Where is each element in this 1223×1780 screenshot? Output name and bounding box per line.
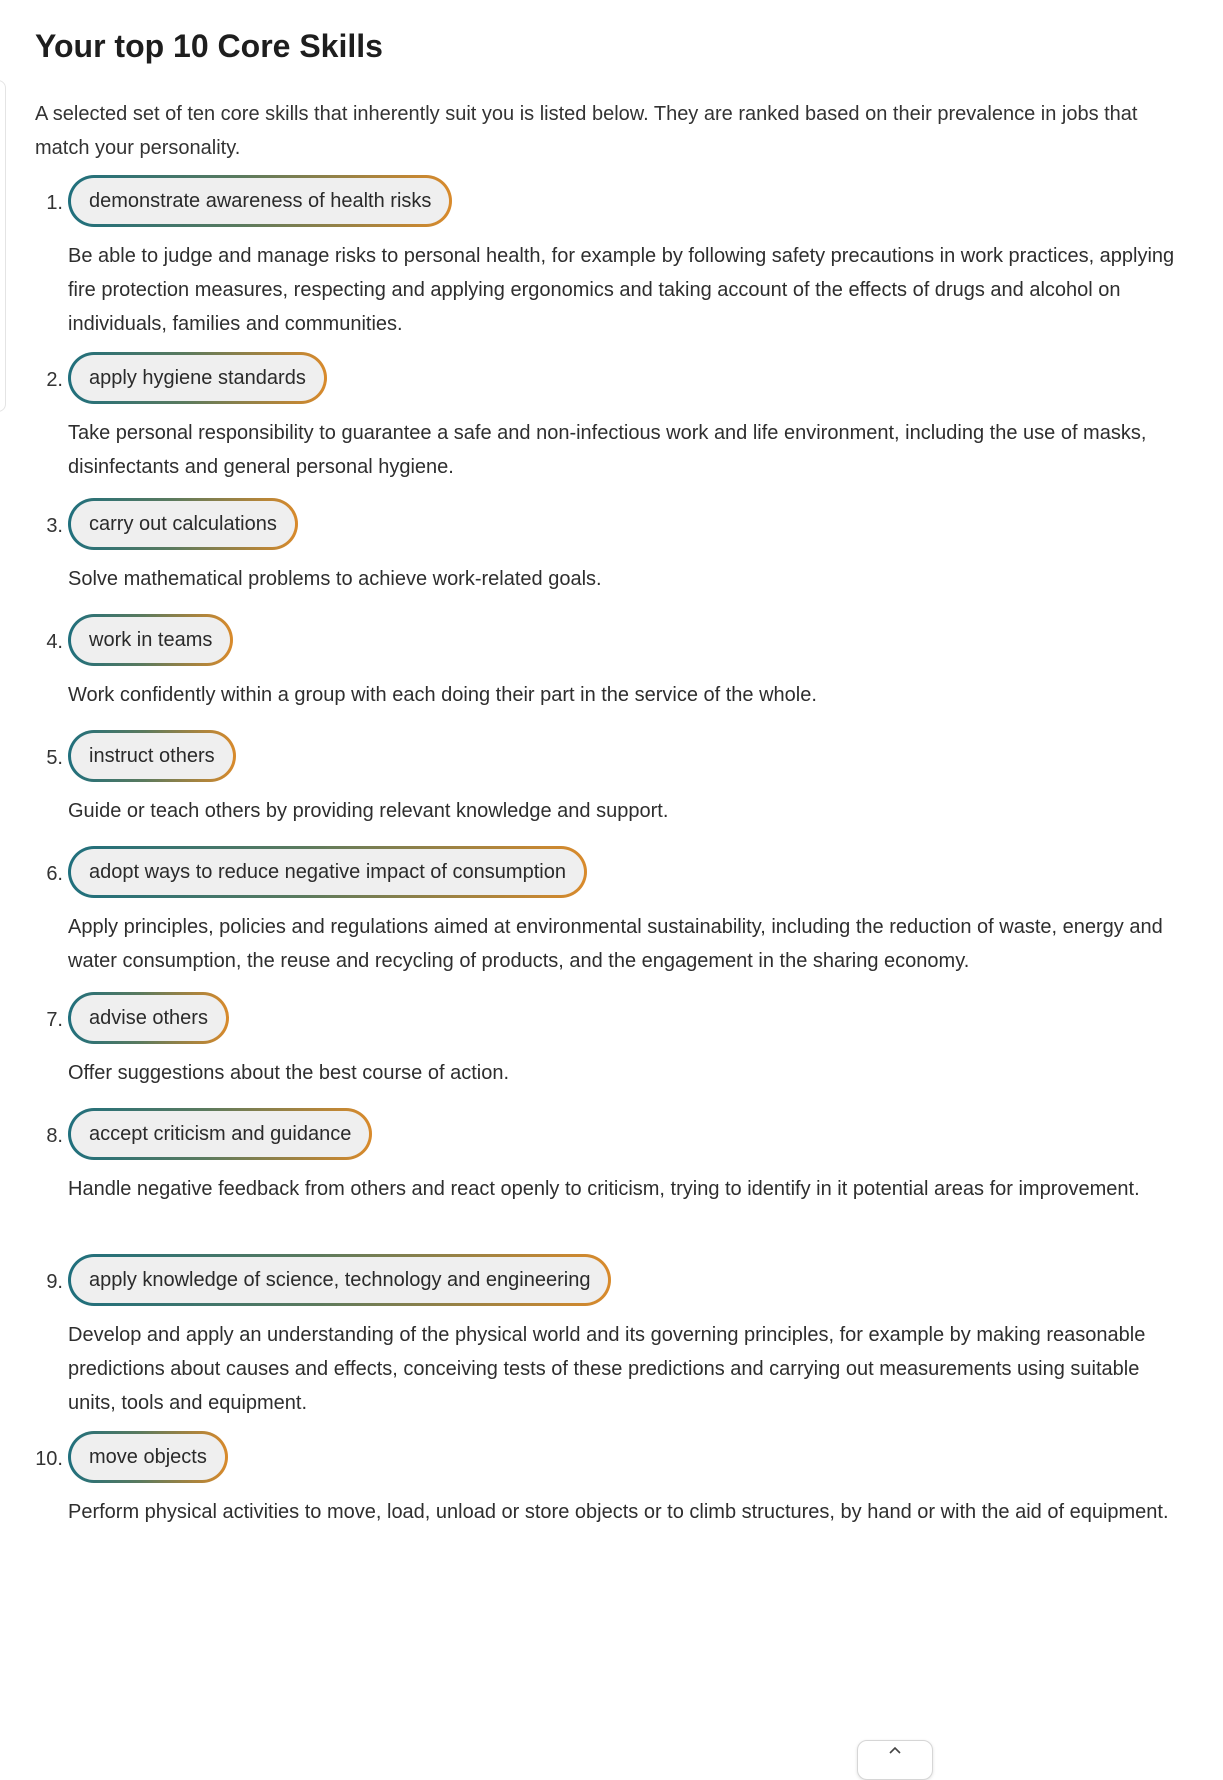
- skill-rank: 3.: [46, 515, 63, 537]
- skill-description: Offer suggestions about the best course of action.: [68, 1062, 510, 1084]
- skill-chip[interactable]: apply knowledge of science, technology and engineering: [68, 1254, 611, 1306]
- skill-chip[interactable]: instruct others: [68, 730, 236, 782]
- skill-chip[interactable]: apply hygiene standards: [68, 352, 327, 404]
- scroll-to-top-button[interactable]: [857, 1740, 933, 1780]
- skill-rank: 2.: [46, 369, 63, 391]
- skill-chip[interactable]: work in teams: [68, 614, 233, 666]
- skill-rank: 6.: [46, 863, 63, 885]
- skill-chip[interactable]: carry out calculations: [68, 498, 298, 550]
- skill-rank: 5.: [46, 747, 63, 769]
- skill-rank: 8.: [46, 1125, 63, 1147]
- skill-description: Guide or teach others by providing relevant knowledge and support.: [68, 800, 669, 822]
- skill-chip[interactable]: accept criticism and guidance: [68, 1108, 372, 1160]
- skill-rank: 4.: [46, 631, 63, 653]
- skill-description: Be able to judge and manage risks to personal health, for example by following safety precautions in work practices, applying fire protection measures, respecting and applying ergonomics and taking account of the effects of drugs and alcohol on individuals, families and communities.: [68, 245, 1175, 335]
- skill-rank: 9.: [46, 1271, 63, 1293]
- skill-description: Apply principles, policies and regulations aimed at environmental sustainability, including the reduction of waste, energy and water consumption, the reuse and recycling of products, and the engagement in the sharing economy.: [68, 916, 1163, 972]
- skill-description: Develop and apply an understanding of the physical world and its governing principles, for example by making reasonable predictions about causes and effects, conceiving tests of these predictions and carrying out measurements using suitable units, tools and equipment.: [68, 1324, 1146, 1414]
- skill-chip[interactable]: demonstrate awareness of health risks: [68, 175, 452, 227]
- skill-rank: 10.: [35, 1448, 63, 1470]
- skill-description: Take personal responsibility to guarantee a safe and non-infectious work and life environment, including the use of masks, disinfectants and general personal hygiene.: [68, 422, 1147, 478]
- skill-description: Solve mathematical problems to achieve work-related goals.: [68, 568, 602, 590]
- skill-description: Perform physical activities to move, load, unload or store objects or to climb structures, by hand or with the aid of equipment.: [68, 1501, 1169, 1523]
- chevron-up-icon: [888, 1745, 902, 1755]
- page-title: Your top 10 Core Skills: [35, 28, 383, 64]
- side-panel-edge: [0, 80, 6, 412]
- skill-rank: 7.: [46, 1009, 63, 1031]
- skill-description: Work confidently within a group with each doing their part in the service of the whole.: [68, 684, 817, 706]
- skill-chip[interactable]: adopt ways to reduce negative impact of consumption: [68, 846, 587, 898]
- skill-chip[interactable]: move objects: [68, 1431, 228, 1483]
- skill-chip[interactable]: advise others: [68, 992, 229, 1044]
- skill-description: Handle negative feedback from others and react openly to criticism, trying to identify in it potential areas for improvement.: [68, 1178, 1140, 1200]
- skill-rank: 1.: [46, 192, 63, 214]
- intro-text: A selected set of ten core skills that inherently suit you is listed below. They are ranked based on their prevalence in jobs that match your personality.: [35, 103, 1138, 159]
